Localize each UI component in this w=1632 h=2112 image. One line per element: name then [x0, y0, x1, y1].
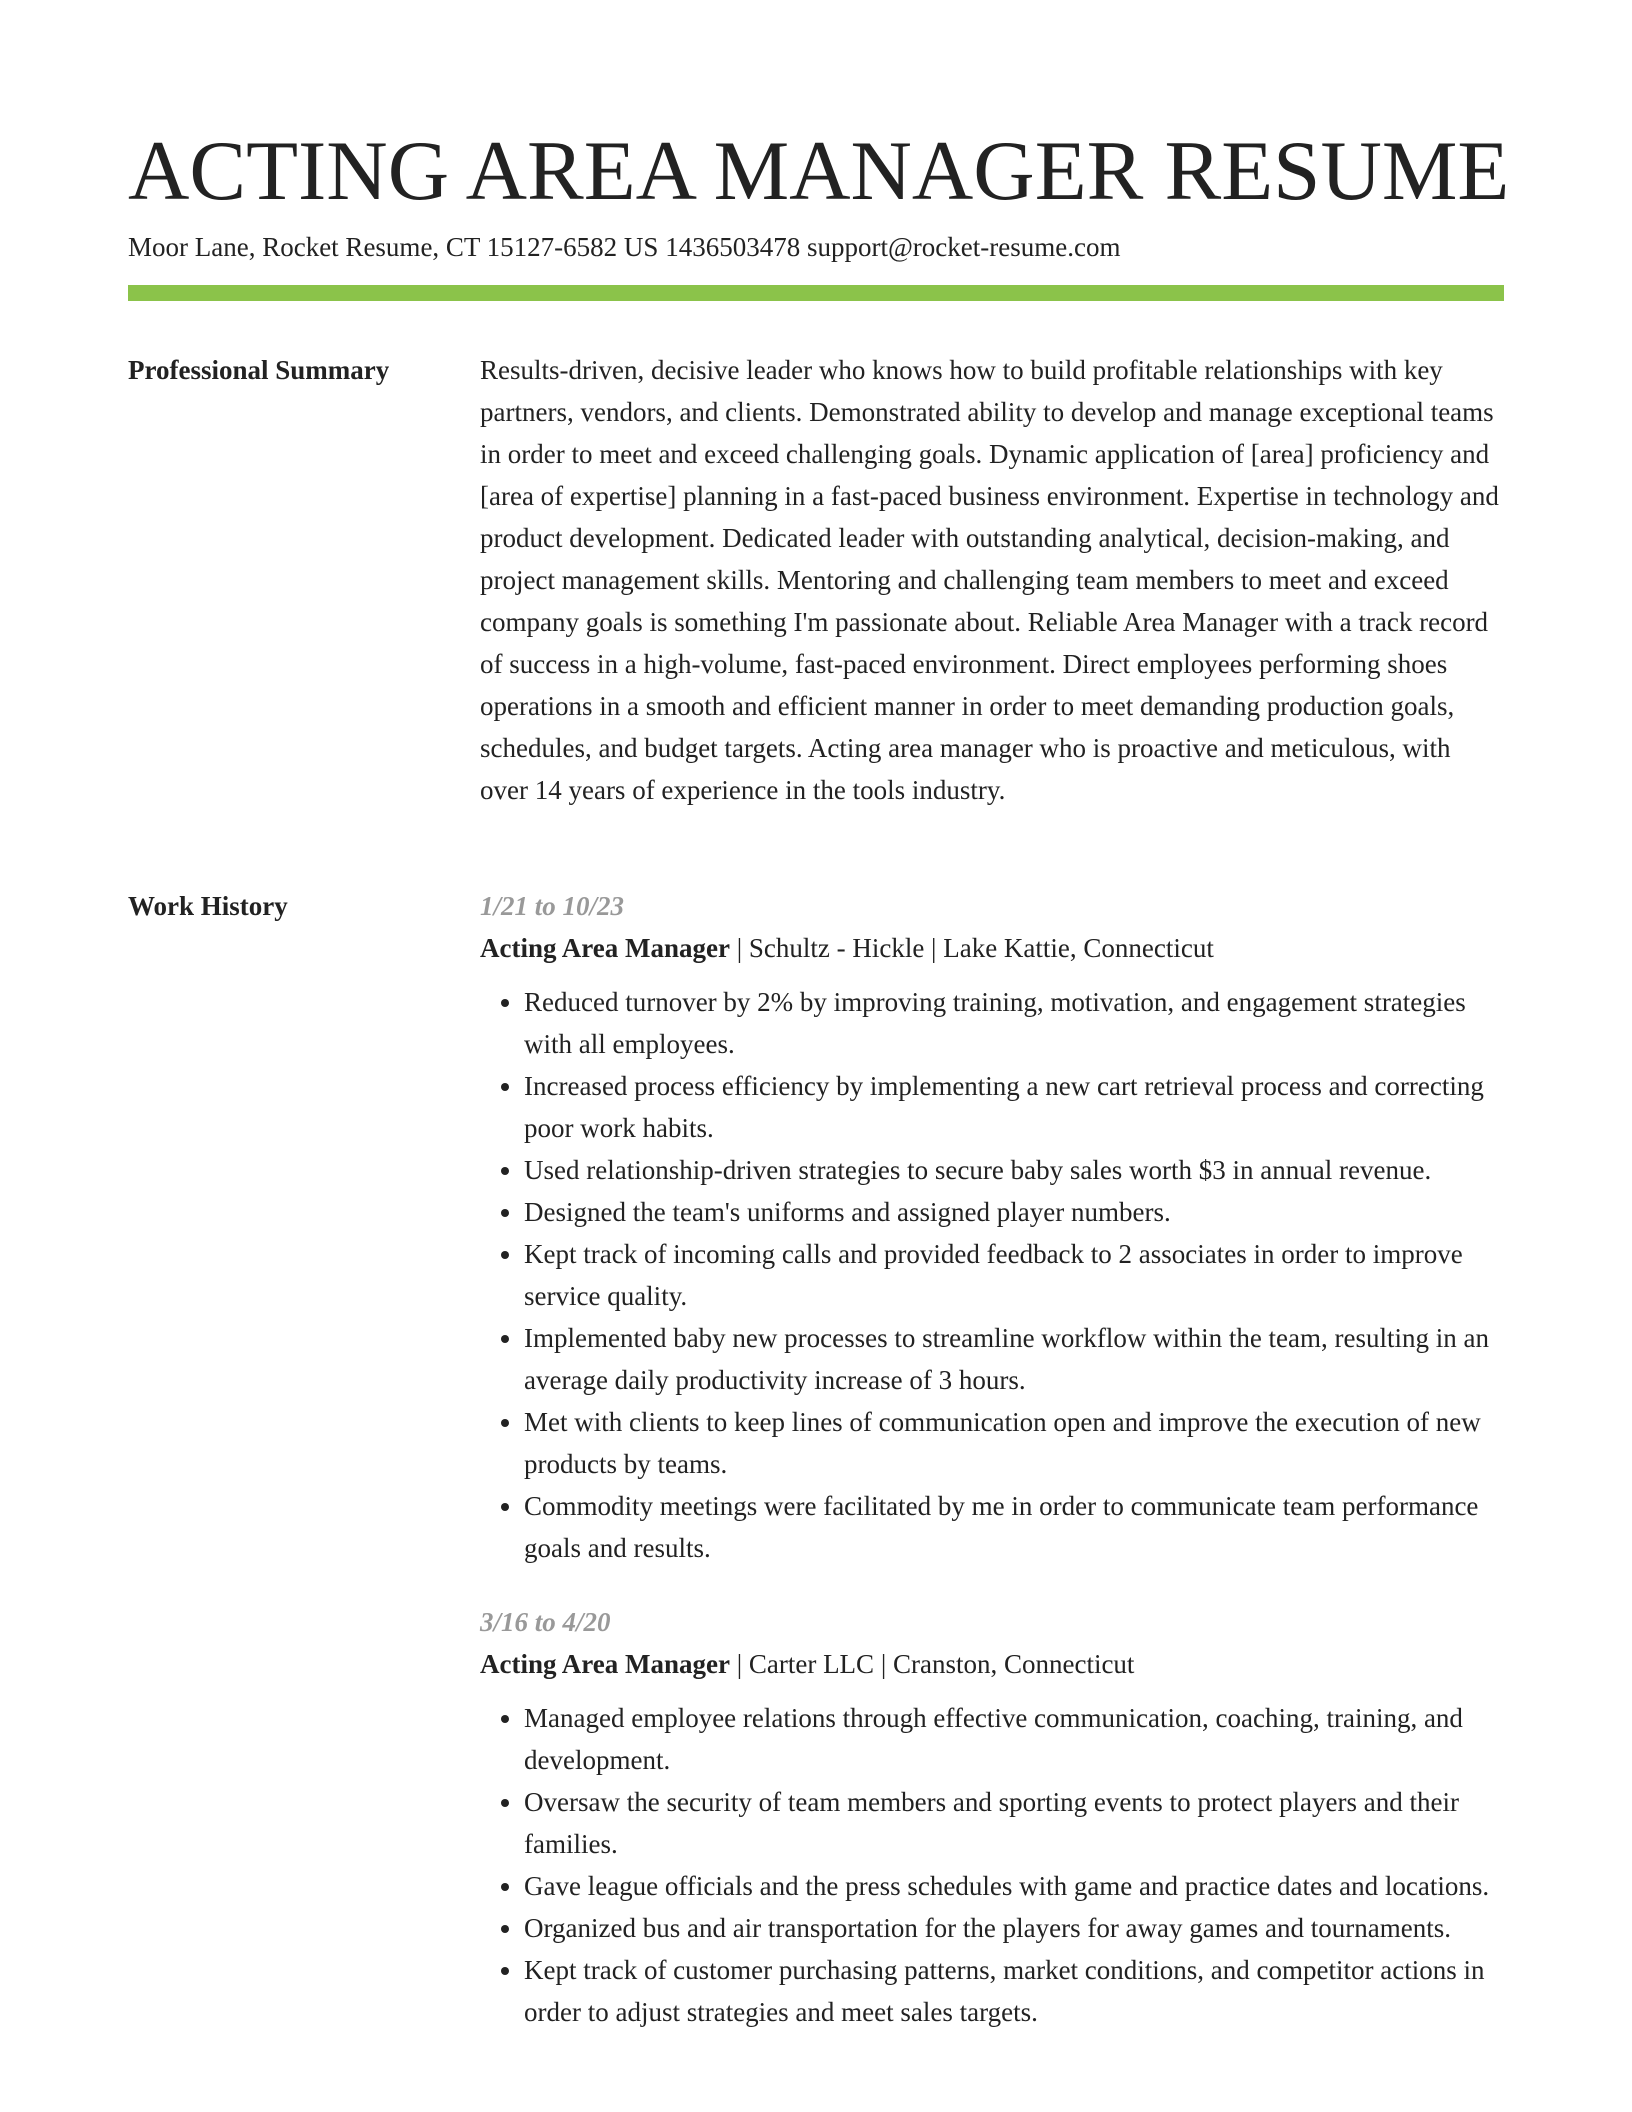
job-details: | Schultz - Hickle | Lake Kattie, Connecticut: [729, 933, 1214, 963]
contact-line: Moor Lane, Rocket Resume, CT 15127-6582 US 1436503478 support@rocket-resume.com: [128, 232, 1121, 262]
job-dates: 1/21 to 10/23: [480, 891, 625, 921]
job-details: | Carter LLC | Cranston, Connecticut: [729, 1649, 1135, 1679]
page-title: ACTING AREA MANAGER RESUME: [128, 124, 1510, 218]
list-item: • Increased process efficiency by implementing a new cart retrieval process and correcting poor work habits.: [524, 1065, 1504, 1149]
list-item: • Designed the team's uniforms and assigned player numbers.: [524, 1191, 1504, 1233]
list-item: • Used relationship-driven strategies to secure baby sales worth $3 in annual revenue.: [524, 1149, 1504, 1191]
summary-heading: Professional Summary: [128, 355, 390, 385]
job-heading: [480, 1643, 1504, 1685]
work-history-body: [480, 885, 1504, 2065]
resume-header: [128, 116, 1510, 264]
list-item: • Gave league officials and the press schedules with game and practice dates and locations.: [524, 1865, 1504, 1907]
list-item: • Kept track of incoming calls and provided feedback to 2 associates in order to improve service quality.: [524, 1233, 1504, 1317]
job-entry: [480, 885, 1504, 1569]
list-item: • Implemented baby new processes to streamline workflow within the team, resulting in an average daily productivity increase of 3 hours.: [524, 1317, 1504, 1401]
list-item: • Kept track of customer purchasing patterns, market conditions, and competitor actions in order to adjust strategies and meet sales targets.: [524, 1949, 1504, 2033]
list-item: • Organized bus and air transportation for the players for away games and tournaments.: [524, 1907, 1504, 1949]
list-item: • Commodity meetings were facilitated by me in order to communicate team performance goals and results.: [524, 1485, 1504, 1569]
accent-divider: [128, 285, 1504, 301]
list-item: • Met with clients to keep lines of communication open and improve the execution of new products by teams.: [524, 1401, 1504, 1485]
work-history-heading: Work History: [128, 891, 288, 921]
summary-text: Results-driven, decisive leader who knows how to build profitable relationships with key partners, vendors, and clients. Demonstrated ability to develop and manage exceptional teams in order to meet and exceed challenging goals. Dynamic application of [area] proficiency and [area of expertise] planning in a fast-paced business environment. Expertise in technology and product development. Dedicated leader with outstanding analytical, decision-making, and project management skills. Mentoring and challenging team members to meet and exceed company goals is something I'm passionate about. Reliable Area Manager with a track record of success in a high-volume, fast-paced environment. Direct employees performing shoes operations in a smooth and efficient manner in order to meet demanding production goals, schedules, and budget targets. Acting area manager who is proactive and meticulous, with over 14 years of experience in the tools industry.: [480, 355, 1499, 805]
list-item: • Oversaw the security of team members and sporting events to protect players and their families.: [524, 1781, 1504, 1865]
job-title: Acting Area Manager: [480, 933, 730, 963]
job-dates: 3/16 to 4/20: [480, 1607, 611, 1637]
job-bullets: [480, 981, 1504, 1569]
job-title: Acting Area Manager: [480, 1649, 730, 1679]
job-entry: [480, 1601, 1504, 2033]
summary-body: [480, 349, 1504, 811]
job-bullets: [480, 1697, 1504, 2033]
job-heading: [480, 927, 1504, 969]
list-item: • Managed employee relations through effective communication, coaching, training, and development.: [524, 1697, 1504, 1781]
list-item: • Reduced turnover by 2% by improving training, motivation, and engagement strategies with all employees.: [524, 981, 1504, 1065]
